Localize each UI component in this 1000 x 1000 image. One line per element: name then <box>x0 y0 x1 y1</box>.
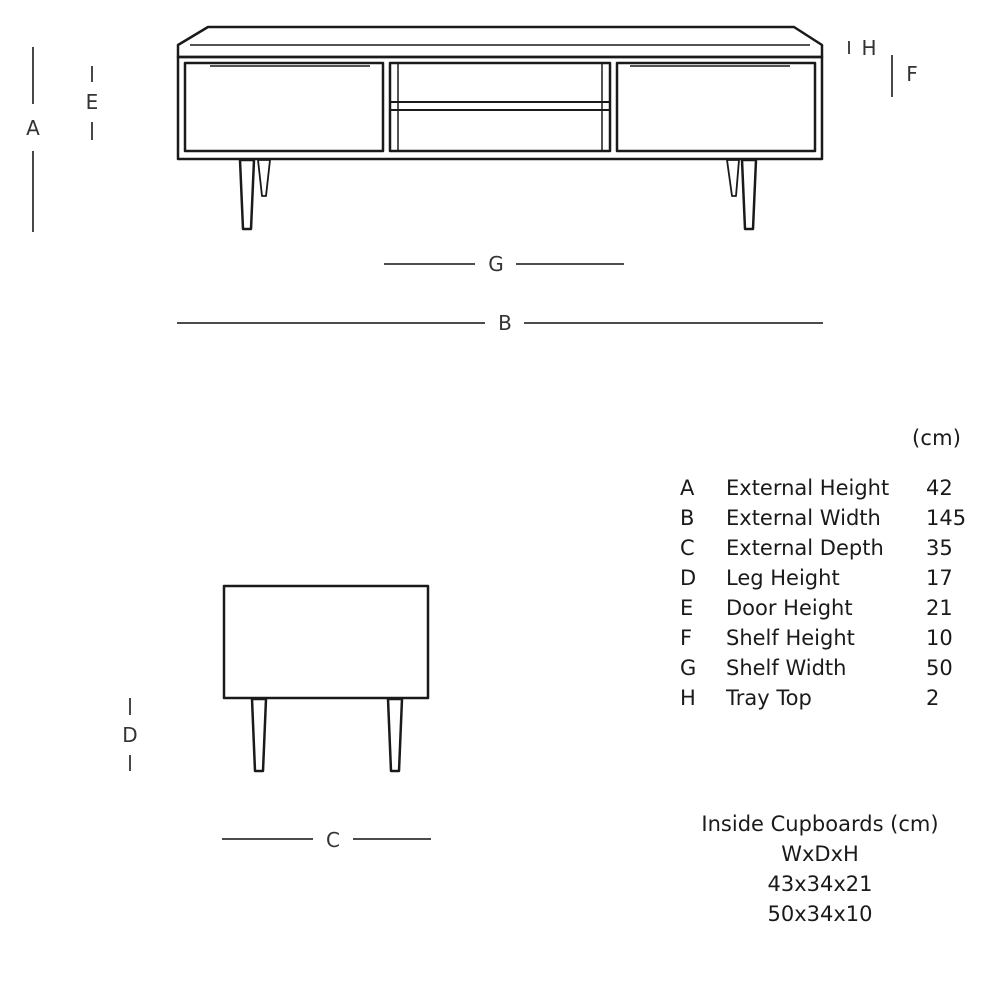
cabinet-body <box>178 57 822 159</box>
dim-label-a: A <box>26 116 40 140</box>
back-right-leg <box>727 160 739 196</box>
spec-letter: E <box>680 596 694 620</box>
dim-label-c: C <box>326 828 340 852</box>
spec-name: External Depth <box>726 536 884 560</box>
dim-label-g: G <box>488 252 504 276</box>
spec-value: 2 <box>926 686 940 710</box>
dim-label-e: E <box>85 90 99 114</box>
front-view <box>178 27 822 229</box>
inside-cupboards-size: 43x34x21 <box>767 872 873 896</box>
spec-letter: B <box>680 506 695 530</box>
unit-header: (cm) <box>912 426 962 450</box>
dim-label-b: B <box>498 311 512 335</box>
spec-letter: H <box>680 686 696 710</box>
spec-name: Door Height <box>726 596 853 620</box>
front-right-leg <box>742 160 756 229</box>
spec-name: Tray Top <box>726 686 812 710</box>
inside-cupboards-title: Inside Cupboards (cm) <box>701 812 939 836</box>
dim-label-f: F <box>906 62 918 86</box>
middle-shelf <box>390 102 610 110</box>
right-door <box>617 63 815 151</box>
spec-value: 42 <box>926 476 953 500</box>
spec-value: 10 <box>926 626 953 650</box>
spec-letter: C <box>680 536 695 560</box>
spec-letter: G <box>680 656 697 680</box>
side-body <box>224 586 428 698</box>
spec-value: 17 <box>926 566 953 590</box>
spec-name: Shelf Width <box>726 656 847 680</box>
spec-value: 50 <box>926 656 953 680</box>
spec-name: Leg Height <box>726 566 840 590</box>
side-view <box>224 586 428 771</box>
spec-name: External Height <box>726 476 890 500</box>
side-back-leg <box>388 699 402 771</box>
side-front-leg <box>252 699 266 771</box>
spec-name: External Width <box>726 506 881 530</box>
front-dimension-labels <box>26 36 918 335</box>
side-dimension-lines <box>130 698 431 839</box>
spec-letter: D <box>680 566 697 590</box>
back-left-leg <box>258 160 270 196</box>
inside-cupboards-size: 50x34x10 <box>767 902 873 926</box>
inside-cupboards-format: WxDxH <box>781 842 859 866</box>
front-dimension-lines <box>33 41 892 323</box>
spec-letter: A <box>680 476 695 500</box>
shelf-opening <box>390 63 610 151</box>
spec-value: 35 <box>926 536 953 560</box>
spec-name: Shelf Height <box>726 626 855 650</box>
front-left-leg <box>240 160 254 229</box>
left-door <box>185 63 383 151</box>
dim-label-d: D <box>122 723 138 747</box>
spec-value: 145 <box>926 506 967 530</box>
dim-label-h: H <box>861 36 877 60</box>
spec-value: 21 <box>926 596 953 620</box>
spec-letter: F <box>680 626 693 650</box>
side-dimension-labels <box>122 723 340 852</box>
tray-top <box>178 27 822 57</box>
